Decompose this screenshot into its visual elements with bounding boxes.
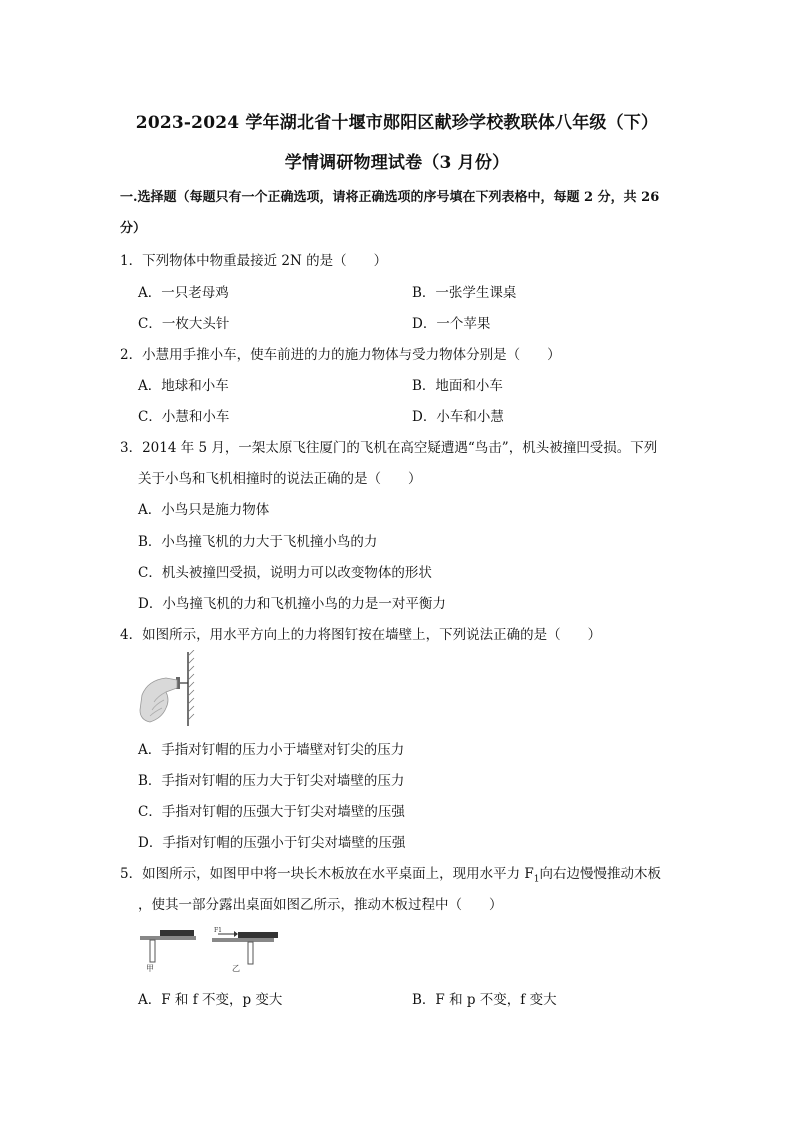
section-heading: 一.选择题（每题只有一个正确选项，请将正确选项的序号填在下列表格中，每题 2 分，共 26 分） [120, 190, 660, 236]
question-3-stem-line2: 关于小鸟和飞机相撞时的说法正确的是（ ） [138, 471, 422, 487]
question-1-option-d: D．一个苹果 [412, 316, 491, 332]
exam-title-line1: 2023-2024 学年湖北省十堰市郧阳区献珍学校教联体八年级（下） [135, 113, 659, 133]
question-5-stem-part2: 向右边慢慢推动木板 [539, 866, 661, 882]
question-3-stem-line1: 3．2014 年 5 月，一架太原飞往厦门的飞机在高空疑遭遇“鸟击”，机头被撞凹受损。下列 [120, 440, 658, 456]
question-3-option-c: C．机头被撞凹受损，说明力可以改变物体的形状 [138, 565, 432, 581]
question-4-option-a: A．手指对钉帽的压力小于墙壁对钉尖的压力 [138, 742, 405, 758]
thumbtack-wall-figure [136, 650, 200, 728]
figure-force-label: F1 [214, 927, 222, 934]
question-1-option-c: C．一枚大头针 [138, 316, 230, 332]
question-4-option-b: B．手指对钉帽的压力大于钉尖对墙壁的压力 [138, 773, 405, 789]
figure-label-b: 乙 [232, 964, 240, 973]
question-5-option-b: B．F 和 p 不变，f 变大 [412, 992, 557, 1008]
figure-label-a: 甲 [146, 964, 154, 973]
force-subscript: 1 [533, 874, 540, 885]
question-3-option-b: B．小鸟撞飞机的力大于飞机撞小鸟的力 [138, 534, 378, 550]
question-2-stem: 2．小慧用手推小车，使车前进的力的施力物体与受力物体分别是（ ） [120, 347, 561, 363]
question-5-stem-line2: ，使其一部分露出桌面如图乙所示，推动木板过程中（ ） [138, 897, 503, 913]
board-push-figure [138, 926, 282, 974]
question-2-option-d: D．小车和小慧 [412, 409, 504, 425]
question-2-option-a: A．地球和小车 [138, 378, 229, 394]
question-1-stem: 1．下列物体中物重最接近 2N 的是（ ） [120, 253, 388, 269]
question-3-option-a: A．小鸟只是施力物体 [138, 502, 270, 518]
question-2-option-b: B．地面和小车 [412, 378, 503, 394]
question-5-stem-line1 [120, 862, 661, 885]
question-1-option-b: B．一张学生课桌 [412, 285, 517, 301]
question-4-option-c: C．手指对钉帽的压强大于钉尖对墙壁的压强 [138, 804, 405, 820]
question-5-option-a: A．F 和 f 不变，p 变大 [138, 992, 283, 1008]
question-4-option-d: D．手指对钉帽的压强小于钉尖对墙壁的压强 [138, 835, 406, 851]
exam-title-line2: 学情调研物理试卷（3 月份） [284, 153, 510, 173]
question-3-option-d: D．小鸟撞飞机的力和飞机撞小鸟的力是一对平衡力 [138, 596, 446, 612]
question-5-stem-part1: 5．如图所示，如图甲中将一块长木板放在水平桌面上，现用水平力 F [120, 866, 534, 882]
question-4-stem: 4．如图所示，用水平方向上的力将图钉按在墙壁上，下列说法正确的是（ ） [120, 627, 602, 643]
question-1-option-a: A．一只老母鸡 [138, 285, 229, 301]
question-2-option-c: C．小慧和小车 [138, 409, 230, 425]
